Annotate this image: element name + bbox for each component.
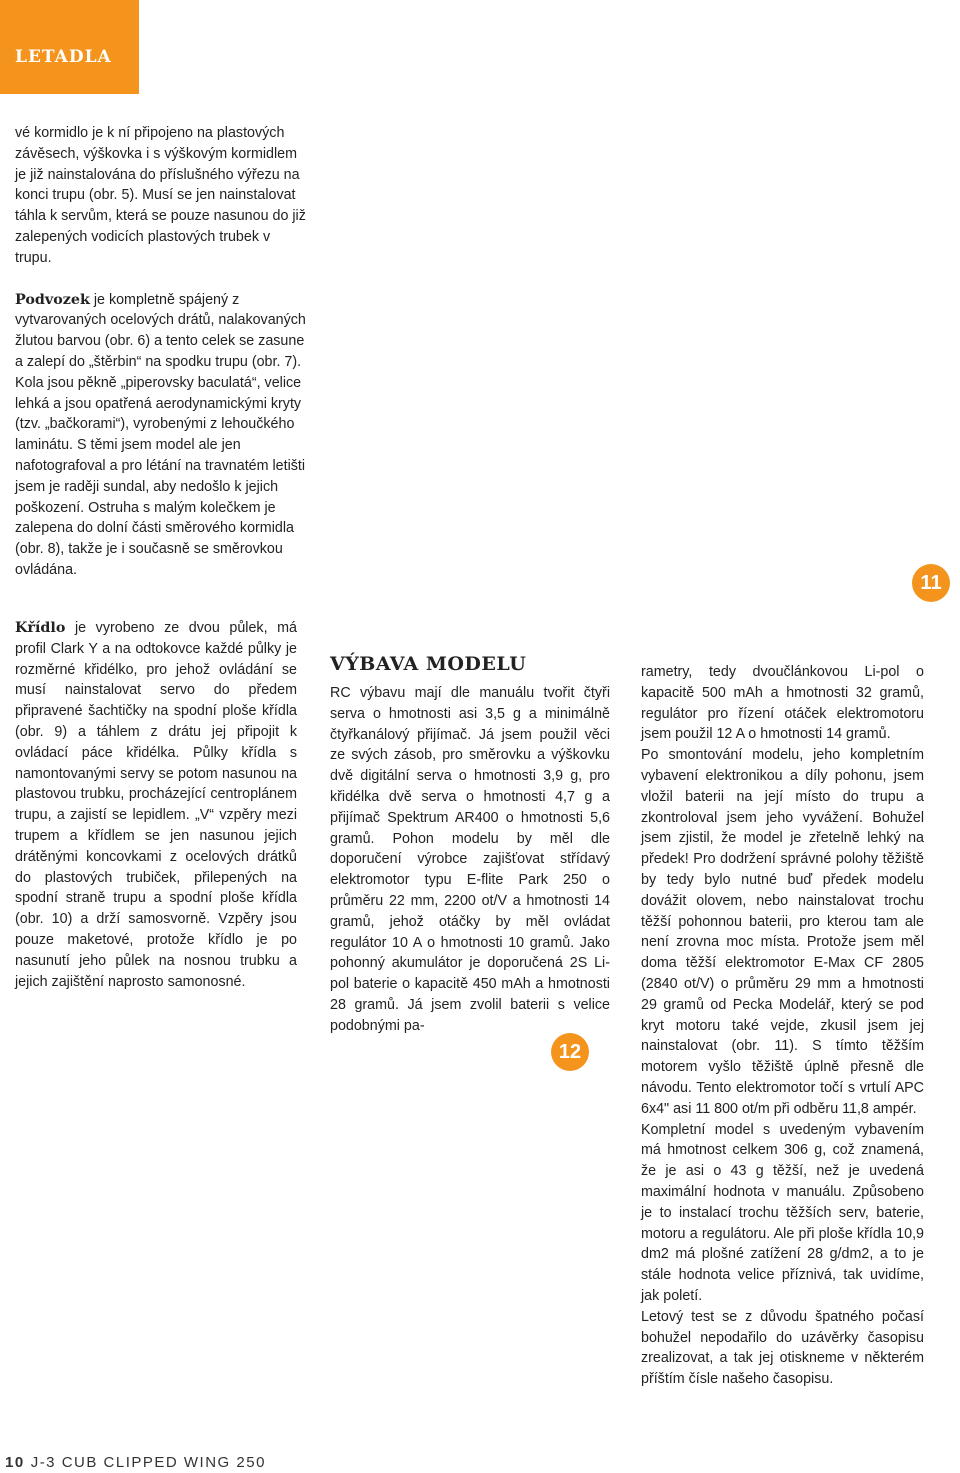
paragraph-podvozek [15,290,310,581]
paragraph-kridlo [15,618,297,992]
figure-11-badge: 11 [912,564,950,602]
section-label: LETADLA [15,47,112,67]
page-number: 10 [5,1454,25,1471]
paragraph: vé kormidlo je k ní připojeno na plastových závěsech, výškovka i s výškovým kormidlem je již nainstalována do příslušného výřezu na konci trupu (obr. 5). Musí se jen nainstalovat táhla k servům, která se pouze nasunou do již zalepených vodicích plastových trubek v trupu. [15,125,306,266]
paragraph: Letový test se z důvodu špatného počasí bohužel nepodařilo do uzávěrky časopisu zrealizovat, a tak jej otiskneme v některém příštím čísle našeho časopisu. [641,1308,924,1388]
paragraph: Kompletní model s uvedeným vybavením má hmotnost celkem 306 g, což znamená, že je asi o 43 g těžší, než je uvedená maximální hodnota v manuálu. Způsobeno je to instalací trochu těžších serv, baterie, motoru a regulátoru. Ale při ploše křídla 10,9 dm2 má plošné zatížení 28 g/dm2, a to je stále hodnota velice příznivá, tak uvidíme, jak poletí. [641,1121,924,1304]
column-1-bottom [15,618,297,992]
section-heading: VÝBAVA MODELU [330,653,527,675]
paragraph-body: je kompletně spájený z vytvarovaných ocelových drátů, nalakovaných žlutou barvou (obr. 6) a tento celek se zasune a zalepí do „štěrbin“ na spodku trupu (obr. 7). Kola jsou pěkně „piperovsky baculatá“, velice lehká a jsou opatřená aerodynamickými kryty (tzv. „bačkorami“), vyrobenými z lehoučkého laminátu. S těmi jsem model ale jen nafotografoval a pro létání na travnatém letišti jsem je raději sundal, aby nedošlo k jejich poškození. Ostruha s malým kolečkem je zalepena do dolní části směrového kormidla (obr. 8), takže je i současně se směrovkou ovládána. [15,291,306,578]
paragraph-lead: Křídlo [15,620,66,636]
page-footer [5,1454,266,1471]
column-1-top [15,123,310,581]
paragraph: RC výbavu mají dle manuálu tvořit čtyři serva o hmotnosti asi 3,5 g a minimálně čtyřkanálový přijímač. Já jsem použil věci ze svých zásob, pro směrovku a výškovku dvě digitální serva o hmotnosti 3,9 g, pro křidélka dvě serva o hmotnosti 4,7 g a přijímač Spektrum AR400 o hmotnosti 5,6 gramů. Pohon modelu by měl dle doporučení výrobce zajišťovat střídavý elektromotor typu E-flite Park 250 o průměru 22 mm, 2200 ot/V a hmotnosti 14 gramů, jehož otáčky by měl ovládat regulátor 10 A o hmotnosti 10 gramů. Jako pohonný akumulátor je doporučená 2S Li-pol baterie o kapacitě 450 mAh a hmotnosti 28 gramů. Já jsem zvolil baterii s velice podobnými pa- [330,685,610,1034]
figure-12-badge: 12 [551,1033,589,1071]
paragraph: rametry, tedy dvoučlánkovou Li-pol o kapacitě 500 mAh a hmotnosti 32 gramů, regulátor pro řízení otáček elektromotoru jsem použil 12 A o hmotnosti 14 gramů. [641,664,924,743]
footer-title: J-3 CUB CLIPPED WING 250 [30,1454,266,1471]
column-3 [641,662,924,1390]
paragraph-lead: Podvozek [15,291,90,308]
column-2 [330,683,610,1037]
paragraph-body: je vyrobeno ze dvou půlek, má profil Clark Y a na odtokovce každé půlky je rozměrné křidélko, pro jehož ovládání se musí nainstalovat servo do předem připravené šachtičky na spodní ploše křídla (obr. 9) a táhlem z drátu jej připojit k ovládací páce křidélka. Půlky křídla s namontovanými servy se potom nasunou na plastovou trubku, procházející centroplánem trupu, a zajistí se lepidlem. „V“ vzpěry mezi trupem a křídlem se jen nasunou jejich drátěnými koncovkami z ocelových drátků do plastových trubiček, přilepených na spodní straně trupu a spodní ploše křídla (obr. 10) a drží samosvorně. Vzpěry jsou pouze maketové, protože křídlo je po nasunutí jeho půlek na nosnou trubku a jejich zajištění naprosto samonosné. [15,620,297,990]
paragraph: Po smontování modelu, jeho kompletním vybavení elektronikou a díly pohonu, jsem vložil baterii na její místo do trupu a zkontroloval jsem jeho vyvážení. Bohužel jsem zjistil, že model je zřetelně lehký na předek! Pro dodržení správné polohy těžiště by tedy bylo nutné buď předek modelu dovážit olovem, nebo nainstalovat trochu těžší pohonnou baterii, pro kterou tam ale není zrovna moc místa. Protože jsem měl doma těžší elektromotor E-Max CF 2805 (2840 ot/V) o průměru 29 mm a hmotnosti 29 gramů od Pecka Modelář, který se pod kryt motoru také vejde, zkusil jsem jej nainstalovat (obr. 11). S tímto těžším motorem vyšlo těžiště úplně přesně dle návodu. Tento elektromotor točí s vrtulí APC 6x4" asi 11 800 ot/m při odběru 11,8 ampér. [641,747,924,1117]
section-tab [0,0,139,94]
